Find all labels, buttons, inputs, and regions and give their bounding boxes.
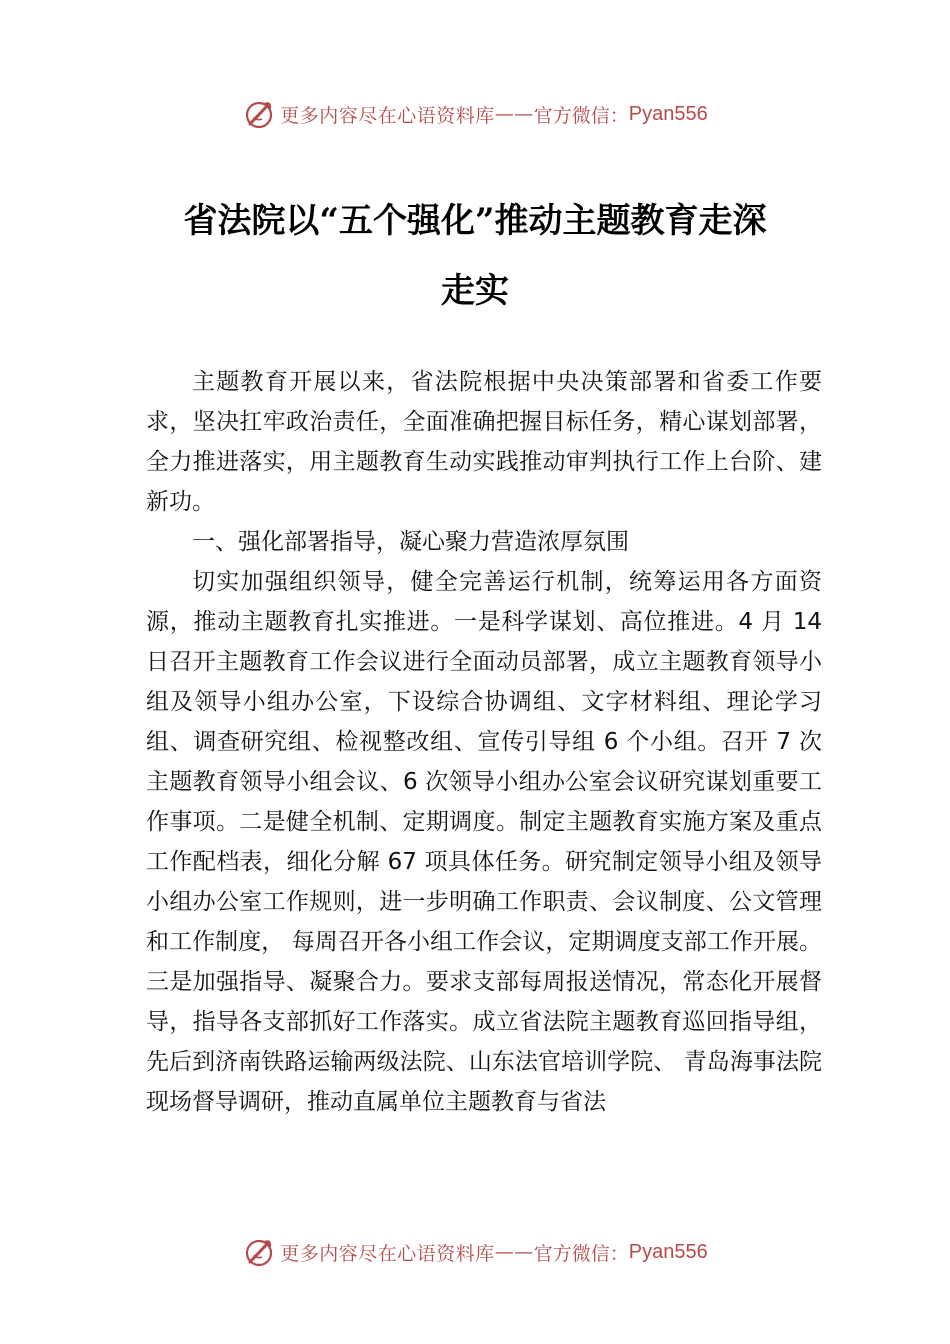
banner-site-text: 更多内容尽在心语资料库 — [280, 1242, 495, 1265]
footer-watermark-banner — [0, 1232, 950, 1272]
banner-wechat-label: 官方微信： — [533, 1242, 629, 1265]
banner-wechat-label: 官方微信： — [533, 104, 629, 127]
section-heading-1: 一、强化部署指导，凝心聚力营造浓厚氛围 — [192, 529, 629, 555]
title-line-1: 省法院以“五个强化”推动主题教育走深 — [183, 201, 767, 241]
banner-dash: —— — [494, 1241, 534, 1263]
brush-logo-icon — [242, 1235, 276, 1269]
banner-wechat-id: Pyan556 — [628, 1240, 708, 1263]
paragraph-intro: 主题教育开展以来，省法院根据中央决策部署和省委工作要求，坚决扛牢政治责任，全面准确把握目标任务，精心谋划部署，全力推进落实，用主题教育生动实践推动审判执行工作上台阶、建新功。 — [146, 369, 822, 515]
document-body — [146, 362, 822, 1122]
brush-logo-icon — [242, 97, 276, 131]
header-watermark-banner — [0, 94, 950, 134]
banner-site-text: 更多内容尽在心语资料库 — [280, 104, 495, 127]
title-line-2: 走实 — [441, 271, 509, 311]
document-title — [100, 186, 850, 326]
banner-wechat-id: Pyan556 — [628, 102, 708, 125]
paragraph-section-1: 切实加强组织领导，健全完善运行机制，统筹运用各方面资源，推动主题教育扎实推进。一是科学谋划、高位推进。4 月 14 日召开主题教育工作会议进行全面动员部署，成立主题教育领导小组及领导小组办公室，下设综合协调组、文字材料组、理论学习组、调查研究组、检视整改组、宣传引导组 6 个小组。召开 7 次主题教育领导小组会议、6 次领导小组办公室会议研究谋划重要工作事项。二是健全机制、定期调度。制定主题教育实施方案及重点工作配档表，细化分解 67 项具体任务。研究制定领导小组及领导小组办公室工作规则，进一步明确工作职责、会议制度、公文管理和工作制度， 每周召开各小组工作会议，定期调度支部工作开展。三是加强指导、凝聚合力。要求支部每周报送情况，常态化开展督导，指导各支部抓好工作落实。成立省法院主题教育巡回指导组，先后到济南铁路运输两级法院、山东法官培训学院、 青岛海事法院现场督导调研，推动直属单位主题教育与省法 — [146, 569, 822, 1115]
banner-dash: —— — [494, 103, 534, 125]
